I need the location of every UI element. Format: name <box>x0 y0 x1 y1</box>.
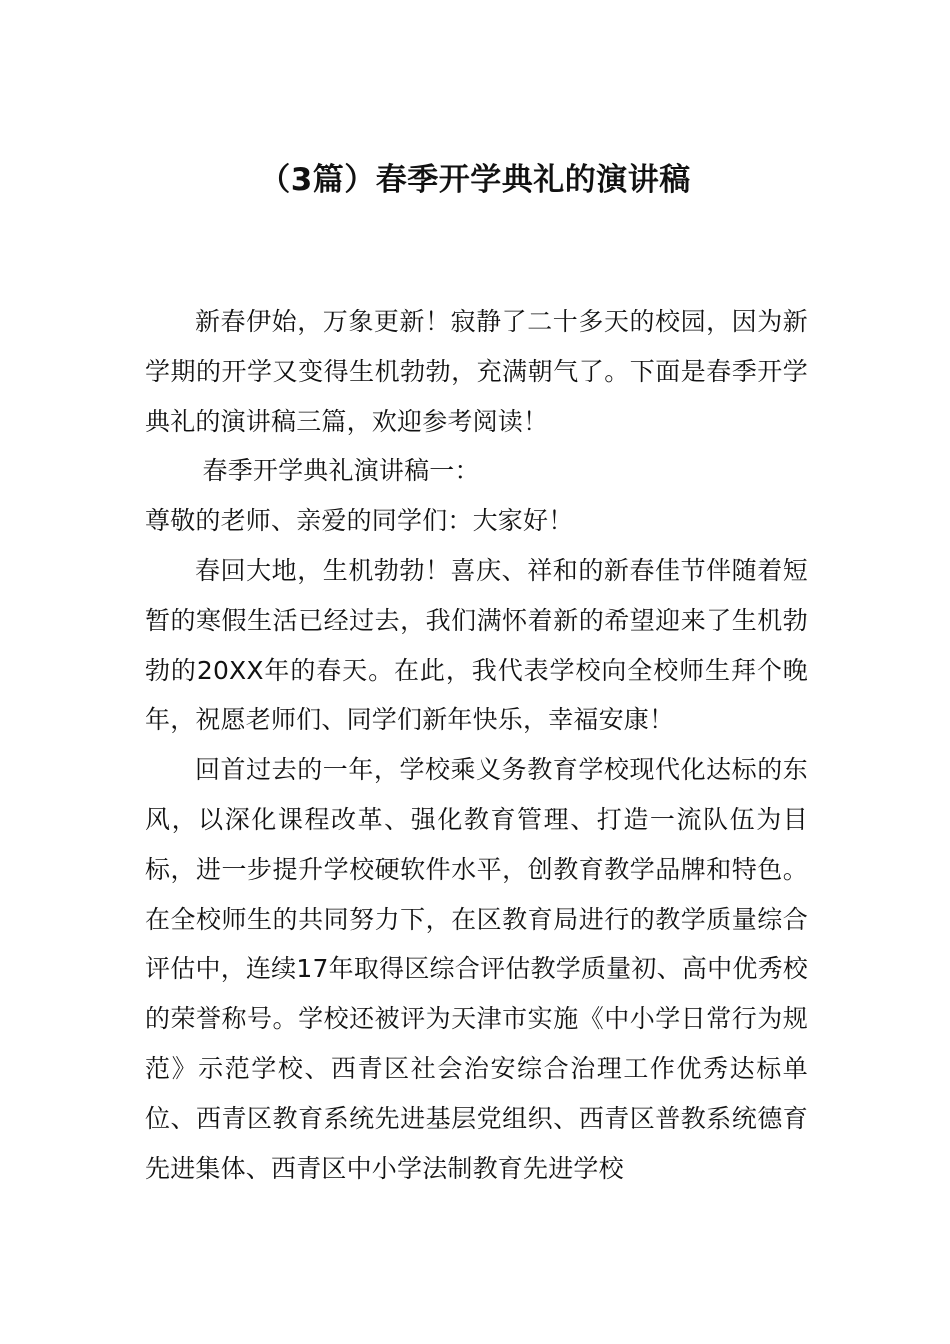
body-paragraph: 回首过去的一年，学校乘义务教育学校现代化达标的东风，以深化课程改革、强化教育管理、打造一流队伍为目标，进一步提升学校硬软件水平，创教育教学品牌和特色。在全校师生的共同努力下，在区教育局进行的教学质量综合评估中，连续17年取得区综合评估教学质量初、高中优秀校的荣誉称号。学校还被评为天津市实施《中小学日常行为规范》示范学校、西青区社会治安综合治理工作优秀达标单位、西青区教育系统先进基层党组织、西青区普教系统德育先进集体、西青区中小学法制教育先进学校 <box>145 755 808 1183</box>
body-paragraph: 春回大地，生机勃勃！喜庆、祥和的新春佳节伴随着短暂的寒假生活已经过去，我们满怀着新的希望迎来了生机勃勃的20XX年的春天。在此，我代表学校向全校师生拜个晚年，祝愿老师们、同学们新年快乐，幸福安康！ <box>145 555 808 735</box>
document-body <box>145 297 808 1193</box>
greeting-line: 尊敬的老师、亲爱的同学们：大家好！ <box>145 506 574 536</box>
speech-one-heading: 春季开学典礼演讲稿一： <box>202 456 480 486</box>
document-title: （3篇）春季开学典礼的演讲稿 <box>259 162 691 198</box>
intro-paragraph: 新春伊始，万象更新！寂静了二十多天的校园，因为新学期的开学又变得生机勃勃，充满朝气了。下面是春季开学典礼的演讲稿三篇，欢迎参考阅读！ <box>145 307 808 436</box>
